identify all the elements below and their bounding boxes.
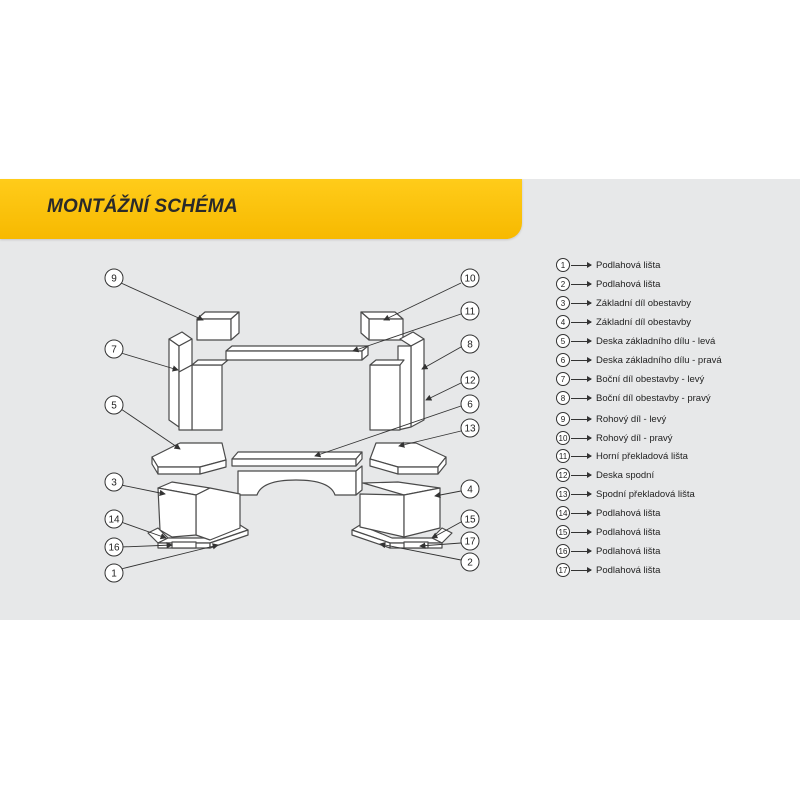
callout-13 [461, 419, 479, 437]
svg-text:15: 15 [464, 514, 476, 526]
svg-text:9: 9 [111, 273, 117, 285]
legend-number: 11 [556, 449, 570, 463]
legend-number: 2 [556, 277, 570, 291]
legend-number: 3 [556, 296, 570, 310]
legend-item [556, 542, 660, 560]
legend-item [556, 466, 654, 484]
callout-9 [105, 269, 123, 287]
legend-item [556, 313, 691, 331]
svg-text:5: 5 [111, 400, 117, 412]
part-11-top-lintel [226, 346, 368, 360]
legend-label: Podlahová lišta [596, 564, 661, 576]
arrow-right-icon [571, 551, 591, 552]
legend-label: Podlahová lišta [596, 545, 661, 557]
arrow-right-icon [571, 303, 591, 304]
part-4-base-right [352, 482, 452, 548]
part-9-corner-left [197, 312, 239, 340]
legend-item [556, 332, 715, 350]
arrow-right-icon [571, 360, 591, 361]
legend-number: 7 [556, 372, 570, 386]
part-6-deck-right [370, 443, 446, 474]
legend-item [556, 504, 660, 522]
part-5-deck-left [152, 443, 226, 474]
legend-label: Spodní překladová lišta [596, 488, 695, 500]
legend-item [556, 429, 673, 447]
legend-number: 13 [556, 487, 570, 501]
legend-item [556, 447, 688, 465]
legend-item [556, 410, 666, 428]
callout-2 [461, 553, 479, 571]
callout-5 [105, 396, 123, 414]
svg-text:13: 13 [464, 423, 476, 435]
part-8-side-right [370, 332, 424, 430]
callout-8 [461, 335, 479, 353]
arrow-right-icon [571, 284, 591, 285]
callout-10 [461, 269, 479, 287]
legend-number: 8 [556, 391, 570, 405]
legend-label: Podlahová lišta [596, 278, 661, 290]
legend-number: 4 [556, 315, 570, 329]
legend-label: Horní překladová lišta [596, 450, 688, 462]
callout-4 [461, 480, 479, 498]
callout-7 [105, 340, 123, 358]
legend-label: Boční díl obestavby - levý [596, 373, 705, 385]
callout-15 [461, 510, 479, 528]
arrow-right-icon [571, 513, 591, 514]
legend-label: Rohový díl - pravý [596, 432, 673, 444]
svg-text:16: 16 [108, 542, 120, 554]
svg-text:10: 10 [464, 273, 476, 285]
callout-6 [461, 395, 479, 413]
callout-3 [105, 473, 123, 491]
legend-label: Deska spodní [596, 469, 655, 481]
part-13-lower-lintel [238, 466, 362, 495]
legend-item [556, 485, 695, 503]
legend-label: Podlahová lišta [596, 259, 661, 271]
arrow-right-icon [571, 341, 591, 342]
legend-item [556, 294, 691, 312]
arrow-right-icon [571, 475, 591, 476]
legend-number: 16 [556, 544, 570, 558]
callout-11 [461, 302, 479, 320]
legend-number: 10 [556, 431, 570, 445]
arrow-right-icon [571, 532, 591, 533]
page-title: MONTÁŽNÍ SCHÉMA [47, 196, 238, 217]
legend-item [556, 351, 722, 369]
legend-number: 5 [556, 334, 570, 348]
legend-label: Podlahová lišta [596, 507, 661, 519]
svg-text:17: 17 [464, 536, 476, 548]
svg-text:6: 6 [467, 399, 473, 411]
legend-item [556, 275, 660, 293]
arrow-right-icon [571, 398, 591, 399]
part-3-base-left [148, 482, 248, 548]
callout-16 [105, 538, 123, 556]
arrow-right-icon [571, 322, 591, 323]
legend-number: 17 [556, 563, 570, 577]
svg-text:14: 14 [108, 514, 120, 526]
svg-text:3: 3 [111, 477, 117, 489]
callout-1 [105, 564, 123, 582]
arrow-right-icon [571, 438, 591, 439]
svg-text:4: 4 [467, 484, 473, 496]
legend-number: 15 [556, 525, 570, 539]
svg-text:1: 1 [111, 568, 117, 580]
legend-label: Boční díl obestavby - pravý [596, 392, 711, 404]
arrow-right-icon [571, 570, 591, 571]
legend-label: Základní díl obestavby [596, 316, 692, 328]
arrow-right-icon [571, 265, 591, 266]
legend-label: Deska základního dílu - pravá [596, 354, 722, 366]
svg-text:7: 7 [111, 344, 117, 356]
legend-number: 14 [556, 506, 570, 520]
svg-text:8: 8 [467, 339, 473, 351]
legend-item [556, 256, 660, 274]
legend-item [556, 561, 660, 579]
arrow-right-icon [571, 419, 591, 420]
arrow-right-icon [571, 379, 591, 380]
legend-label: Deska základního dílu - levá [596, 335, 716, 347]
legend-item [556, 370, 704, 388]
svg-text:11: 11 [464, 306, 476, 318]
part-12-bottom-board [232, 452, 362, 466]
legend-label: Rohový díl - levý [596, 413, 667, 425]
arrow-right-icon [571, 456, 591, 457]
legend-label: Základní díl obestavby [596, 297, 692, 309]
arrow-right-icon [571, 494, 591, 495]
legend-number: 12 [556, 468, 570, 482]
svg-text:2: 2 [467, 557, 473, 569]
callout-12 [461, 371, 479, 389]
legend-number: 1 [556, 258, 570, 272]
callout-14 [105, 510, 123, 528]
callout-17 [461, 532, 479, 550]
legend-item [556, 523, 660, 541]
svg-text:12: 12 [464, 375, 476, 387]
legend-label: Podlahová lišta [596, 526, 661, 538]
legend-item [556, 389, 711, 407]
part-7-side-left [169, 332, 228, 430]
legend-number: 9 [556, 412, 570, 426]
legend-number: 6 [556, 353, 570, 367]
